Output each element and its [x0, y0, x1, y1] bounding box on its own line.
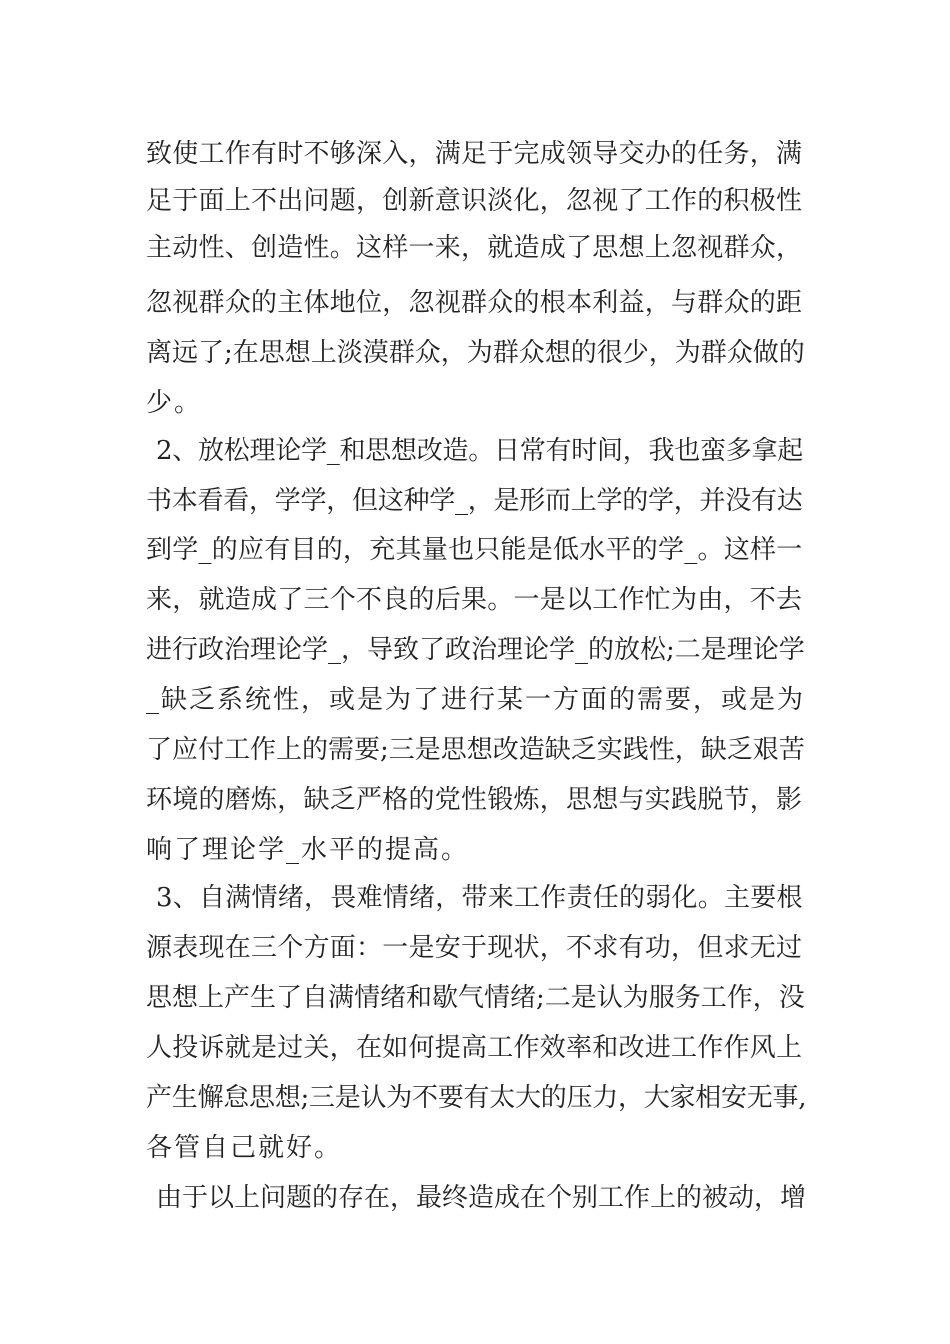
text-line: 响了理论学_水平的提高。 [146, 835, 470, 865]
text-line: 思想上产生了自满情绪和歇气情绪;二是认为服务工作，没 [146, 983, 805, 1013]
text-line: 环境的磨炼，缺乏严格的党性锻炼，思想与实践脱节，影 [146, 785, 803, 815]
text-line: 来，就造成了三个不良的后果。一是以工作忙为由，不去 [146, 585, 803, 615]
text-line: 由于以上问题的存在，最终造成在个别工作上的被动，增 [156, 1183, 807, 1213]
text-line: 各管自己就好。 [146, 1133, 343, 1163]
text-line: 离远了;在思想上淡漠群众，为群众想的很少，为群众做的 [146, 338, 805, 368]
text-line: 少。 [146, 388, 203, 418]
text-line: 3、自满情绪，畏难情绪，带来工作责任的弱化。主要根 [156, 883, 803, 913]
text-line: _缺乏系统性，或是为了进行某一方面的需要，或是为 [146, 685, 806, 715]
text-line: 进行政治理论学_，导致了政治理论学_的放松;二是理论学 [146, 635, 805, 665]
text-line: 到学_的应有目的，充其量也只能是低水平的学_。这样一 [146, 535, 803, 565]
text-line: 了应付工作上的需要;三是思想改造缺乏实践性，缺乏艰苦 [146, 735, 805, 765]
text-line: 忽视群众的主体地位，忽视群众的根本利益，与群众的距 [146, 288, 803, 318]
text-line: 2、放松理论学_和思想改造。日常有时间，我也蛮多拿起 [156, 436, 804, 466]
text-line: 产生懈怠思想;三是认为不要有太大的压力，大家相安无事, [146, 1083, 807, 1113]
text-line: 足于面上不出问题，创新意识淡化，忽视了工作的积极性 [146, 186, 803, 216]
text-line: 人投诉就是过关，在如何提高工作效率和改进工作作风上 [146, 1033, 803, 1063]
text-line: 致使工作有时不够深入，满足于完成领导交办的任务，满 [146, 139, 803, 169]
text-line: 源表现在三个方面：一是安于现状，不求有功，但求无过 [146, 933, 803, 963]
text-line: 主动性、创造性。这样一来，就造成了思想上忽视群众， [146, 233, 803, 263]
text-line: 书本看看，学学，但这种学_，是形而上学的学，并没有达 [146, 486, 803, 516]
